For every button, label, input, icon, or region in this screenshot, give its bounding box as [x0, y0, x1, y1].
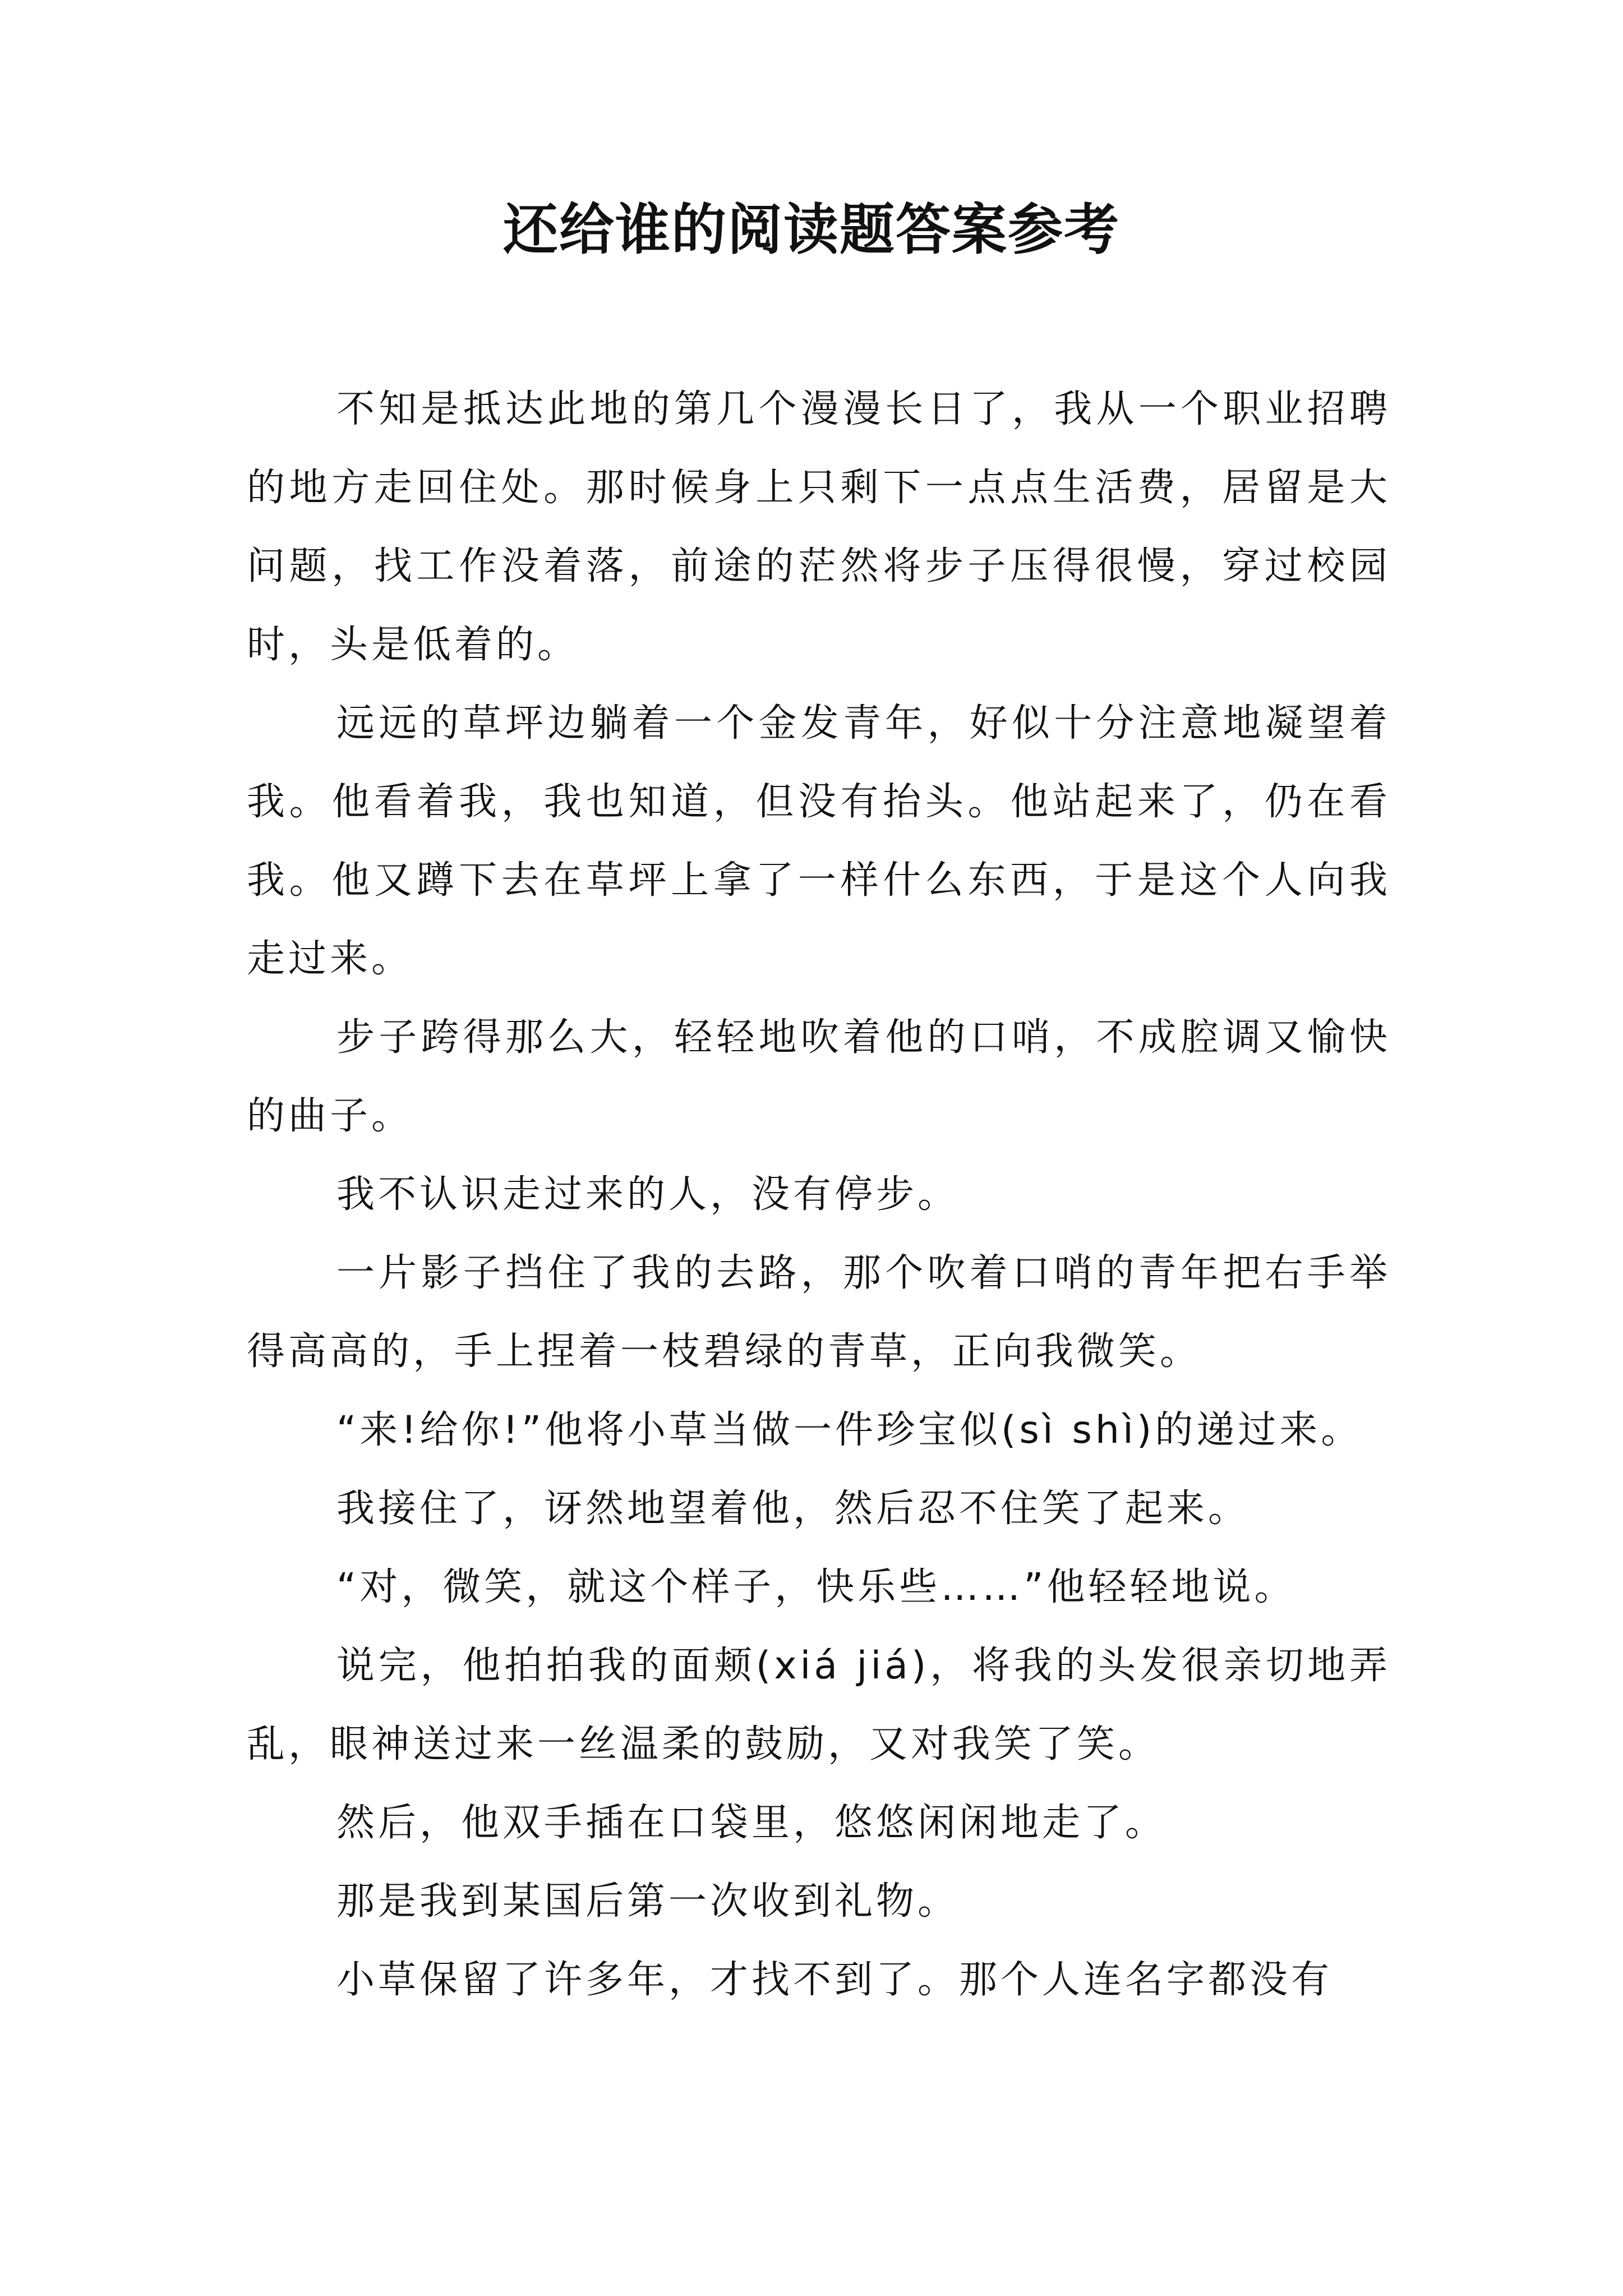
paragraph-3: 步子跨得那么大，轻轻地吹着他的口哨，不成腔调又愉快的曲子。	[247, 1015, 1391, 1138]
page-title: 还给谁的阅读题答案参考	[502, 197, 1120, 262]
paragraph-11: 那是我到某国后第一次收到礼物。	[336, 1879, 960, 1924]
paragraph-7: 我接住了，讶然地望着他，然后忍不住笑了起来。	[336, 1487, 1250, 1531]
paragraph-12: 小草保留了许多年，才找不到了。那个人连名字都没有	[336, 1958, 1333, 2002]
paragraph-5: 一片影子挡住了我的去路，那个吹着口哨的青年把右手举得高高的，手上捏着一枝碧绿的青草，正向我微笑。	[247, 1251, 1391, 1374]
paragraph-2: 远远的草坪边躺着一个金发青年，好似十分注意地凝望着我。他看着我，我也知道，但没有抬头。他站起来了，仍在看我。他又蹲下去在草坪上拿了一样什么东西，于是这个人向我走过来。	[247, 701, 1391, 981]
paragraph-1: 不知是抵达此地的第几个漫漫长日了，我从一个职业招聘的地方走回住处。那时候身上只剩下一点点生活费，居留是大问题，找工作没着落，前途的茫然将步子压得很慢，穿过校园时，头是低着的。	[247, 387, 1391, 667]
paragraph-10: 然后，他双手插在口袋里，悠悠闲闲地走了。	[336, 1801, 1167, 1845]
paragraph-6: “来!给你!”他将小草当做一件珍宝似(sì shì)的递过来。	[336, 1408, 1363, 1452]
article-body	[247, 370, 1391, 2019]
paragraph-8: “对，微笑，就这个样子，快乐些……”他轻轻地说。	[336, 1565, 1296, 1609]
paragraph-9: 说完，他拍拍我的面颊(xiá jiá)，将我的头发很亲切地弄乱，眼神送过来一丝温柔的鼓励，又对我笑了笑。	[247, 1644, 1391, 1766]
paragraph-4: 我不认识走过来的人，没有停步。	[336, 1172, 960, 1217]
